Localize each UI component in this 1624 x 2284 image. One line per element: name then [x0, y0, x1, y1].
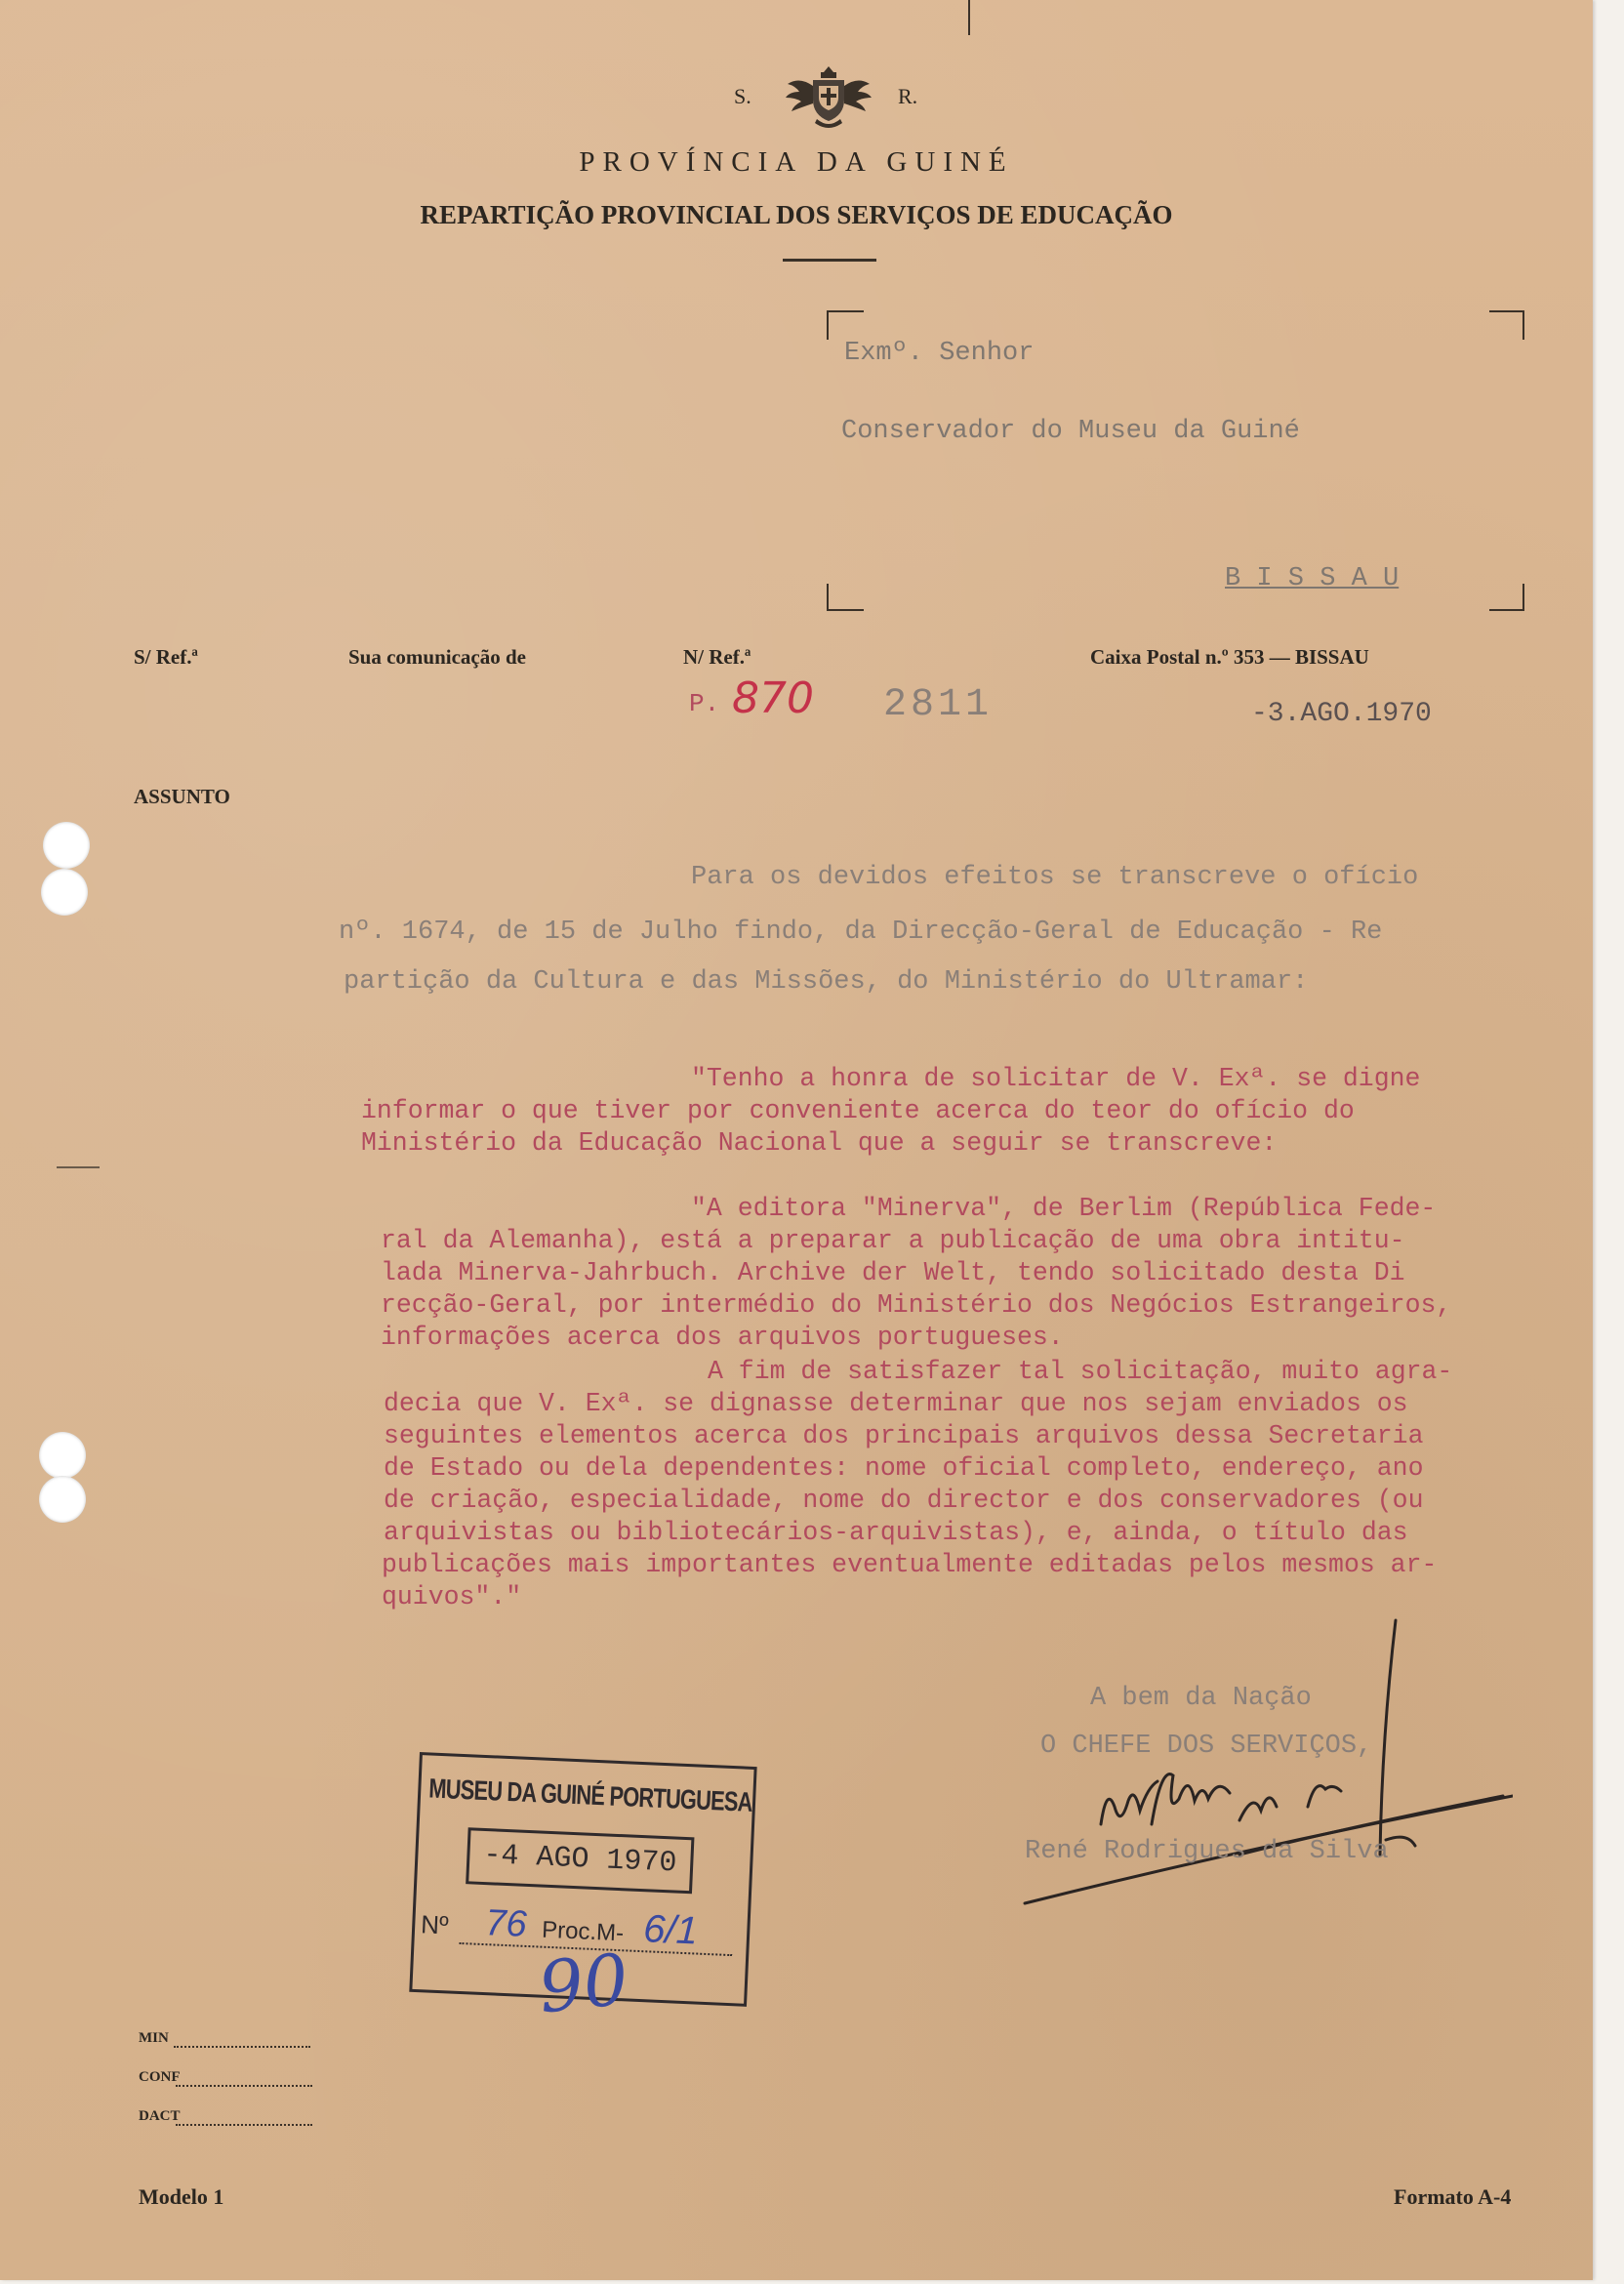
- footer-conf-label: CONF: [139, 2069, 181, 2085]
- address-bracket-bottom-left: [827, 584, 864, 611]
- intro-line-2: nº. 1674, de 15 de Julho findo, da Direcção-Geral de Educação - Re: [339, 918, 1383, 947]
- quote1-line-1: "Tenho a honra de solicitar de V. Exª. se digne: [691, 1064, 1421, 1093]
- address-bracket-top-right: [1489, 310, 1524, 340]
- footer-dact-line: [176, 2124, 312, 2126]
- ref-typed-number: 2811: [883, 683, 994, 727]
- caixa-postal-label: Caixa Postal n.º 353 — BISSAU: [1090, 645, 1369, 669]
- stamp-title: MUSEU DA GUINÉ PORTUGUESA: [427, 1773, 753, 1817]
- footer-min-line: [174, 2046, 310, 2048]
- signature-closing: A bem da Nação: [1090, 1684, 1312, 1713]
- footer-min-label: MIN: [139, 2030, 169, 2046]
- punch-hole: [41, 869, 88, 916]
- department-heading: REPARTIÇÃO PROVINCIAL DOS SERVIÇOS DE EDUCAÇÃO: [420, 200, 1173, 229]
- province-heading: PROVÍNCIA DA GUINÉ: [579, 146, 1014, 178]
- quote2-line-13: quivos".": [382, 1582, 522, 1611]
- punch-hole: [39, 1476, 86, 1523]
- intro-line-1: Para os devidos efeitos se transcreve o ofício: [691, 863, 1419, 892]
- address-recipient: Conservador do Museu da Guiné: [841, 417, 1300, 446]
- quote2-line-8: seguintes elementos acerca dos principais arquivos dessa Secretaria: [384, 1421, 1424, 1450]
- quote2-line-9: de Estado ou dela dependentes: nome oficial completo, endereço, ano: [384, 1453, 1424, 1483]
- quote2-line-6: A fim de satisfazer tal solicitação, muito agra-: [708, 1357, 1453, 1386]
- quote2-line-10: de criação, especialidade, nome do director e dos conservadores (ou: [384, 1486, 1424, 1515]
- stamp-date-box: [466, 1827, 694, 1894]
- s-ref-label: S/ Ref.ª: [134, 645, 198, 669]
- header-divider: [783, 259, 876, 262]
- quote2-line-1: "A editora "Minerva", de Berlim (República Fede-: [691, 1194, 1437, 1223]
- address-salutation: Exmº. Senhor: [844, 339, 1035, 368]
- quote1-line-2: informar o que tiver por conveniente acerca do teor do ofício do: [361, 1096, 1355, 1125]
- quote2-line-2: ral da Alemanha), está a preparar a publicação de uma obra intitu-: [381, 1226, 1405, 1255]
- stamp-no-value: 76: [484, 1902, 528, 1945]
- signature-title: O CHEFE DOS SERVIÇOS,: [1040, 1732, 1373, 1761]
- quote2-line-3: lada Minerva-Jahrbuch. Archive der Welt, tendo solicitado desta Di: [381, 1258, 1405, 1287]
- address-city: B I S S A U: [1225, 564, 1400, 593]
- header-letter-s: S.: [734, 84, 751, 108]
- sua-comunicacao-label: Sua comunicação de: [348, 645, 527, 669]
- punch-hole: [39, 1432, 86, 1479]
- quote2-line-7: decia que V. Exª. se dignasse determinar que nos sejam enviados os: [384, 1389, 1408, 1418]
- stamp-proc-value: 6/1: [642, 1907, 699, 1953]
- address-bracket-top-left: [827, 310, 864, 340]
- ref-handwritten-number: 870: [732, 673, 814, 723]
- footer-dact-label: DACT: [139, 2108, 181, 2124]
- quote2-line-4: recção-Geral, por intermédio do Ministério dos Negócios Estrangeiros,: [381, 1290, 1452, 1320]
- stamp-no-label: Nº: [420, 1909, 450, 1940]
- header-letter-r: R.: [898, 84, 918, 108]
- assunto-label: ASSUNTO: [134, 785, 230, 808]
- intro-line-3: partição da Cultura e das Missões, do Ministério do Ultramar:: [344, 967, 1309, 997]
- coat-of-arms-icon: [784, 62, 873, 133]
- date-stamp: -3.AGO.1970: [1251, 699, 1432, 729]
- stamp-proc-label: Proc.M-: [541, 1916, 625, 1947]
- n-ref-label: N/ Ref.ª: [683, 645, 751, 669]
- signature-name: René Rodrigues da Silva: [1025, 1837, 1389, 1866]
- stamp-handwritten-number: 90: [534, 1937, 632, 2029]
- punch-hole: [43, 822, 90, 869]
- footer-conf-line: [176, 2085, 312, 2087]
- quote1-line-3: Ministério da Educação Nacional que a seguir se transcreve:: [361, 1128, 1278, 1158]
- quote2-line-11: arquivistas ou bibliotecários-arquivistas), e, ainda, o título das: [384, 1518, 1408, 1547]
- quote2-line-12: publicações mais importantes eventualmente editadas pelos mesmos ar-: [382, 1550, 1438, 1579]
- ref-prefix: P.: [689, 689, 720, 718]
- footer-format: Formato A-4: [1394, 2184, 1512, 2209]
- stamp-date: -4 AGO 1970: [482, 1838, 678, 1881]
- footer-model: Modelo 1: [139, 2184, 224, 2209]
- quote2-line-5: informações acerca dos arquivos portugueses.: [381, 1323, 1064, 1352]
- margin-rule: [57, 1166, 100, 1168]
- top-edge-mark: [968, 0, 970, 35]
- address-bracket-bottom-right: [1489, 584, 1524, 611]
